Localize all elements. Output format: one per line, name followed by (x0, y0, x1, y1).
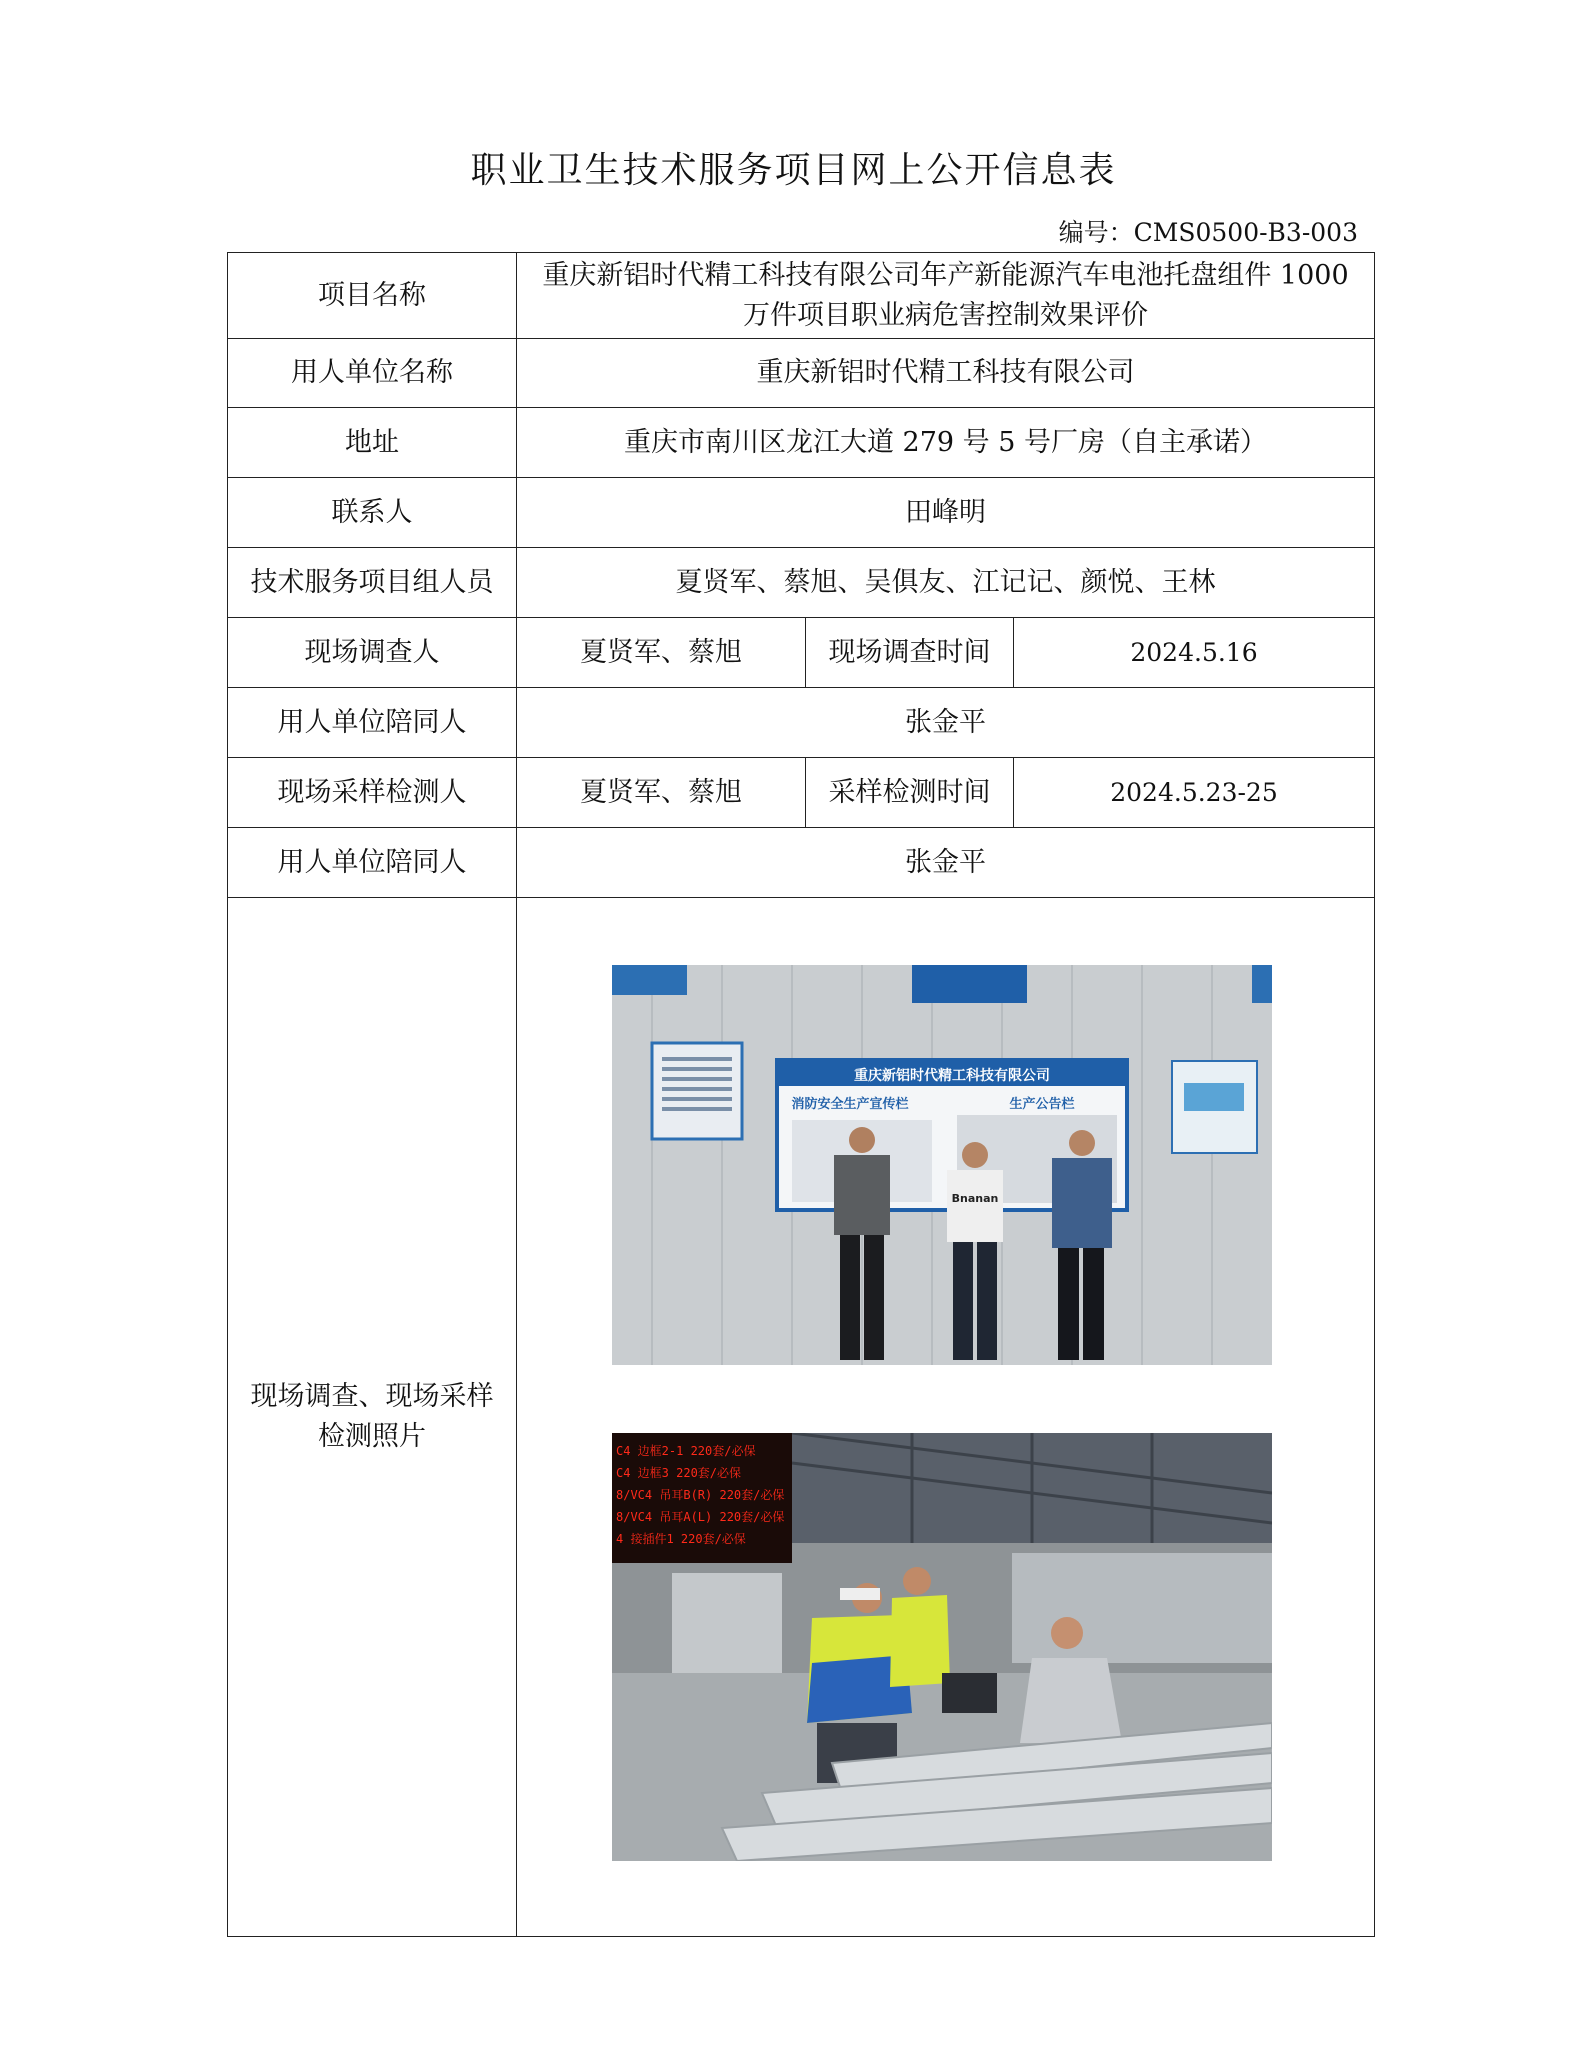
photos-label: 现场调查、现场采样检测照片 (228, 898, 517, 1937)
address-label: 地址 (228, 408, 517, 478)
board-right-heading: 生产公告栏 (1009, 1097, 1075, 1112)
escort2-label: 用人单位陪同人 (228, 828, 517, 898)
escort1-value: 张金平 (517, 688, 1375, 758)
board-title: 重庆新铝时代精工科技有限公司 (854, 1068, 1050, 1084)
team-value: 夏贤军、蔡旭、吴俱友、江记记、颜悦、王林 (517, 548, 1375, 618)
sampling-person-value: 夏贤军、蔡旭 (517, 758, 806, 828)
contact-value: 田峰明 (517, 478, 1375, 548)
table-row (228, 478, 1375, 548)
photos-cell (517, 898, 1375, 1937)
survey-time-label: 现场调查时间 (806, 618, 1014, 688)
led-line-2: C4 边框3 220套/必保 (616, 1466, 742, 1480)
table-row (228, 828, 1375, 898)
info-table (227, 252, 1375, 1937)
table-row (228, 408, 1375, 478)
sampling-time-value: 2024.5.23-25 (1014, 758, 1375, 828)
survey-photo (612, 965, 1272, 1365)
employer-label: 用人单位名称 (228, 339, 517, 408)
escort2-value: 张金平 (517, 828, 1375, 898)
table-row (228, 253, 1375, 339)
page-title: 职业卫生技术服务项目网上公开信息表 (470, 150, 1117, 191)
address-value: 重庆市南川区龙江大道 279 号 5 号厂房（自主承诺） (517, 408, 1375, 478)
contact-label: 联系人 (228, 478, 517, 548)
document-number: 编号：CMS0500-B3-003 (1058, 218, 1358, 247)
survey-person-value: 夏贤军、蔡旭 (517, 618, 806, 688)
survey-person-label: 现场调查人 (228, 618, 517, 688)
led-line-1: C4 边框2-1 220套/必保 (616, 1444, 756, 1458)
sampling-person-label: 现场采样检测人 (228, 758, 517, 828)
led-line-4: 8/VC4 吊耳A(L) 220套/必保 (616, 1510, 785, 1524)
led-line-3: 8/VC4 吊耳B(R) 220套/必保 (616, 1488, 785, 1502)
sampling-photo (612, 1433, 1272, 1861)
project-name-label: 项目名称 (228, 253, 517, 339)
team-label: 技术服务项目组人员 (228, 548, 517, 618)
sampling-time-label: 采样检测时间 (806, 758, 1014, 828)
shirt-text: Bnanan (951, 1192, 999, 1205)
survey-time-value: 2024.5.16 (1014, 618, 1375, 688)
escort1-label: 用人单位陪同人 (228, 688, 517, 758)
table-row (228, 688, 1375, 758)
table-row (228, 618, 1375, 688)
employer-value: 重庆新铝时代精工科技有限公司 (517, 339, 1375, 408)
table-row (228, 898, 1375, 1937)
table-row (228, 339, 1375, 408)
led-line-5: 4 接插件1 220套/必保 (616, 1532, 746, 1546)
table-row (228, 758, 1375, 828)
project-name-value: 重庆新铝时代精工科技有限公司年产新能源汽车电池托盘组件 1000 万件项目职业病危害控制效果评价 (517, 253, 1375, 339)
board-left-heading: 消防安全生产宣传栏 (791, 1097, 909, 1112)
table-row (228, 548, 1375, 618)
